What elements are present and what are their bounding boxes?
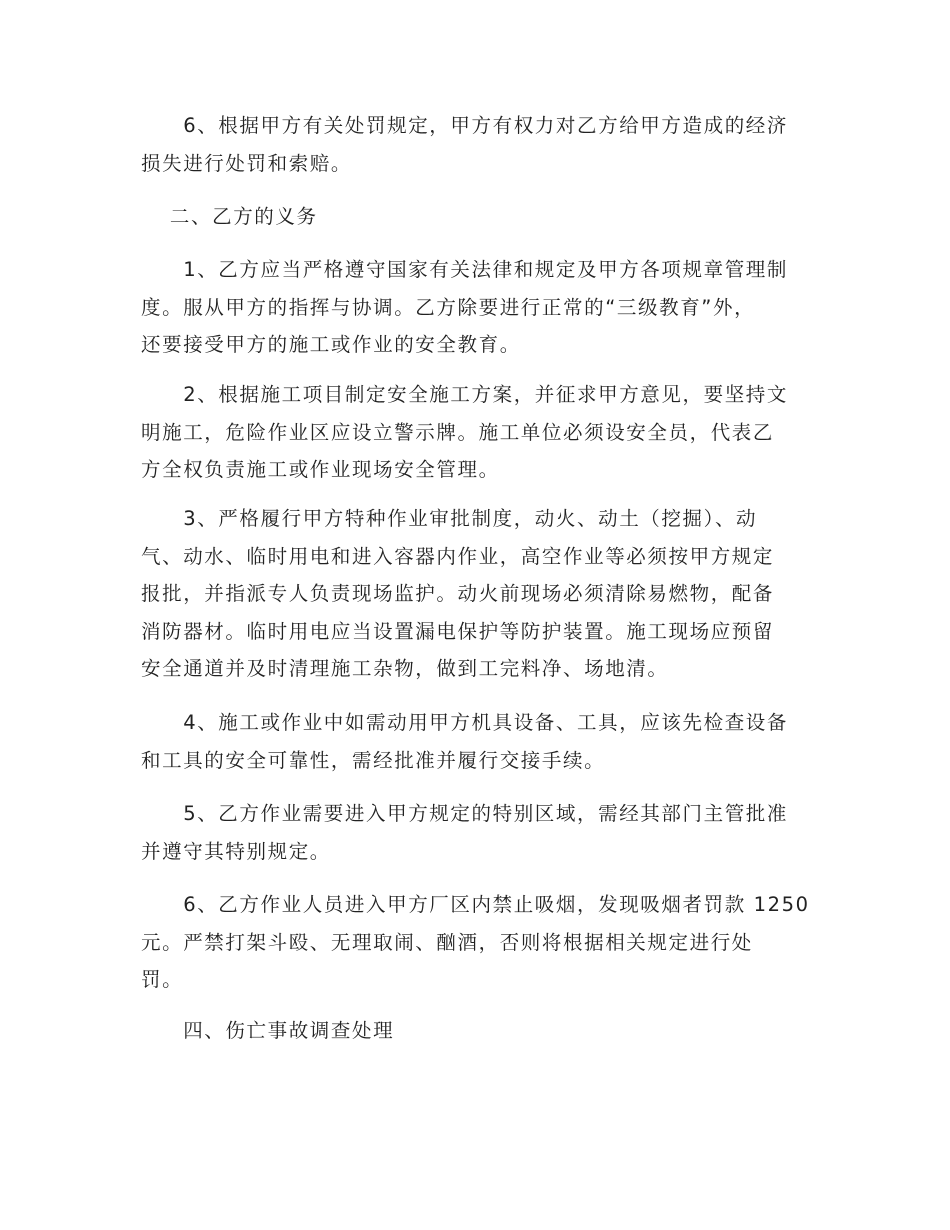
text-line: 安全通道并及时清理施工杂物，做到工完料净、场地清。 xyxy=(141,657,669,680)
text-line: 四、伤亡事故调查处理 xyxy=(141,1019,395,1042)
text-line: 气、动水、临时用电和进入容器内作业，高空作业等必须按甲方规定 xyxy=(141,544,775,568)
clause-party-b-3 xyxy=(141,500,811,688)
text-line: 还要接受甲方的施工或作业的安全教育。 xyxy=(141,333,521,356)
text-line: 4、施工或作业中如需动用甲方机具设备、工具，应该先检查设备 xyxy=(141,711,789,734)
text-line: 消防器材。临时用电应当设置漏电保护等防护装置。施工现场应预留 xyxy=(141,619,775,643)
text-line: 方全权负责施工或作业现场安全管理。 xyxy=(141,458,500,481)
text-line: 6、根据甲方有关处罚规定，甲方有权力对乙方给甲方造成的经济 xyxy=(141,114,789,137)
clause-party-b-5 xyxy=(141,795,811,870)
text-line: 度。服从甲方的指挥与协调。乙方除要进行正常的“三级教育”外， xyxy=(141,295,756,319)
text-line: 和工具的安全可靠性，需经批准并履行交接手续。 xyxy=(141,748,606,772)
section-heading-party-b-obligations xyxy=(141,198,811,236)
clause-party-a-6 xyxy=(141,107,811,182)
text-line: 明施工，危险作业区应设立警示牌。施工单位必须设安全员，代表乙 xyxy=(141,420,775,444)
text-line: 并遵守其特别规定。 xyxy=(141,839,331,863)
text-line: 5、乙方作业需要进入甲方规定的特别区域，需经其部门主管批准 xyxy=(141,802,789,825)
section-heading-casualty-investigation xyxy=(141,1012,811,1050)
text-line: 3、严格履行甲方特种作业审批制度，动火、动土（挖掘）、动 xyxy=(141,507,758,530)
clause-party-b-4 xyxy=(141,704,811,779)
text-line: 元。严禁打架斗殴、无理取闹、酗酒，否则将根据相关规定进行处 xyxy=(141,930,753,954)
clause-party-b-1 xyxy=(141,251,811,364)
text-line: 2、根据施工项目制定安全施工方案，并征求甲方意见，要坚持文 xyxy=(141,383,789,406)
clause-party-b-2 xyxy=(141,376,811,489)
text-line: 损失进行处罚和索赔。 xyxy=(141,151,353,175)
text-line: 1、乙方应当严格遵守国家有关法律和规定及甲方各项规章管理制 xyxy=(141,258,789,281)
text-line: 罚。 xyxy=(141,968,184,991)
text-line: 报批，并指派专人负责现场监护。动火前现场必须清除易燃物，配备 xyxy=(141,582,775,605)
text-line: 6、乙方作业人员进入甲方厂区内禁止吸烟，发现吸烟者罚款 1250 xyxy=(141,893,810,916)
text-line: 二、乙方的义务 xyxy=(141,205,318,228)
clause-party-b-6 xyxy=(141,886,811,999)
